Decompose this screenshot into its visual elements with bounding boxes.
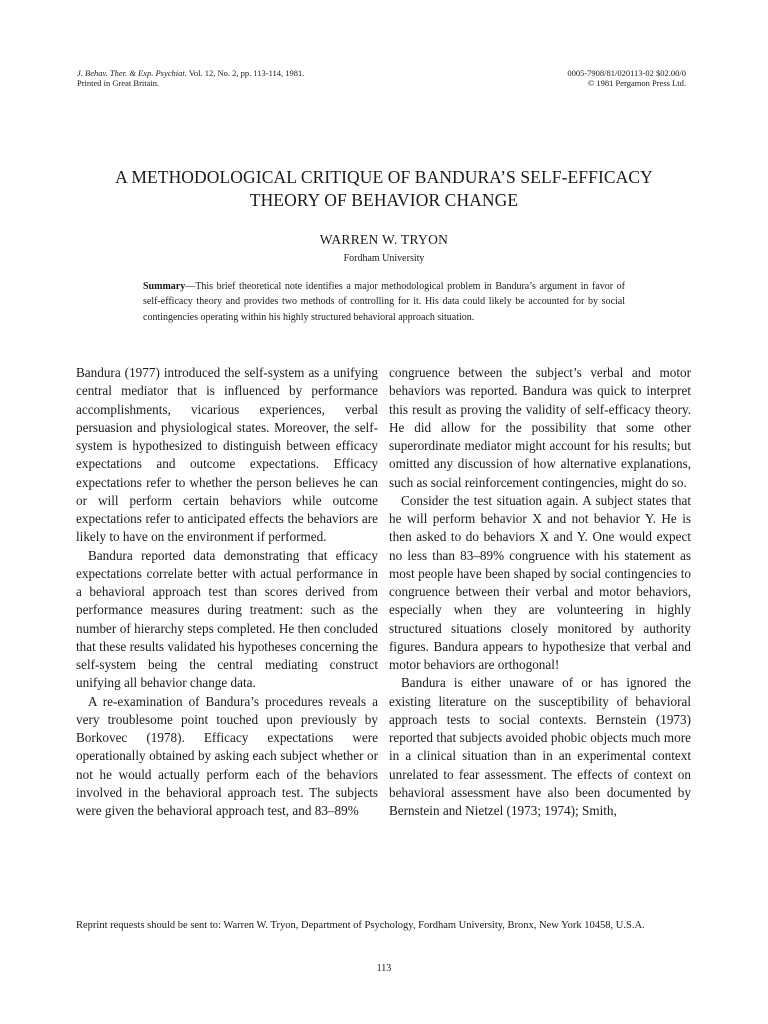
paragraph: A re-examination of Bandura’s procedures reveals a very troublesome point touched upon previously by Borkovec (1978). Efficacy expectations were operationally obtained by asking each subject whether or not he would actually perform each of the behaviors involved in the behavioral approach test. The subjects were given the behavioral approach test, and 83–89% — [76, 693, 378, 818]
volume-info: Vol. 12, No. 2, pp. 113-114, 1981. — [186, 68, 305, 78]
title-line-1: A METHODOLOGICAL CRITIQUE OF BANDURA’S SELF-EFFICACY — [115, 167, 653, 187]
journal-name: J. Behav. Ther. & Exp. Psychiat. — [77, 68, 187, 78]
article-code: 0005-7908/81/020113-02 $02.00/0 — [567, 68, 686, 78]
printed-note: Printed in Great Britain. — [77, 78, 160, 88]
journal-citation — [77, 68, 304, 78]
article-title — [60, 166, 708, 212]
author-affiliation: Fordham University — [343, 253, 425, 264]
abstract-text: —This brief theoretical note identifies a major methodological problem in Bandura’s argument in favor of self-efficacy theory and provides two methods of controlling for it. His data could likely be accounted for by social contingencies operating within his highly structured behavioral approach situation. — [143, 281, 625, 323]
page-number: 113 — [376, 963, 392, 974]
body-column-left — [76, 364, 378, 820]
paragraph: Bandura is either unaware of or has ignored the existing literature on the susceptibility of behavioral approach tests to social contexts. Bernstein (1973) reported that subjects avoided phobic objects much more in a clinical situation than in an experimental context unrelated to fear assessment. The effects of context on behavioral assessment have also been documented by Bernstein and Nietzel (1973; 1974); Smith, — [389, 675, 691, 818]
author-name: WARREN W. TRYON — [319, 232, 449, 247]
abstract — [143, 279, 625, 325]
abstract-heading: Summary — [143, 281, 186, 292]
copyright-notice: © 1981 Pergamon Press Ltd. — [587, 78, 686, 88]
paragraph: Consider the test situation again. A subject states that he will perform behavior X and not behavior Y. He is then asked to do behaviors X and Y. One would expect no less than 83–89% congruence with his statement as most people have been shaped by social contingencies to congruence between their verbal and motor behaviors, especially when they are volunteering in highly structured situations closely monitored by authority figures. Bandura appears to hypothesize that verbal and motor behaviors are orthogonal! — [389, 492, 691, 672]
paragraph: congruence between the subject’s verbal and motor behaviors was reported. Bandura was quick to interpret this result as proving the validity of self-efficacy theory. He did allow for the possibility that some other superordinate mediator might account for his results; but omitted any discussion of how alternative explanations, such as social reinforcement contingencies, might do so. — [389, 365, 691, 490]
reprint-footnote: Reprint requests should be sent to: Warren W. Tryon, Department of Psychology, Fordham University, Bronx, New York 10458, U.S.A. — [76, 920, 645, 931]
running-header-left — [77, 68, 304, 88]
paragraph: Bandura (1977) introduced the self-system as a unifying central mediator that is influenced by performance accomplishments, vicarious experiences, verbal persuasion and physiological states. Moreover, the self-system is hypothesized to distinguish between efficacy expectations and outcome expectations. Efficacy expectations refer to whether the person believes he can or will perform certain behaviors while outcome expectations refer to anticipated effects the behaviors are likely to have on the environment if performed. — [76, 365, 378, 545]
title-line-2: THEORY OF BEHAVIOR CHANGE — [249, 190, 519, 210]
running-header-right — [567, 68, 686, 88]
body-column-right — [389, 364, 691, 820]
paragraph: Bandura reported data demonstrating that efficacy expectations correlate better with actual performance in a behavioral approach test than scores derived from performance measures during treatment: such as the number of hierarchy steps completed. He then concluded that these results validated his hypotheses concerning the self-system being the central mediating construct unifying all behavior change data. — [76, 547, 378, 691]
